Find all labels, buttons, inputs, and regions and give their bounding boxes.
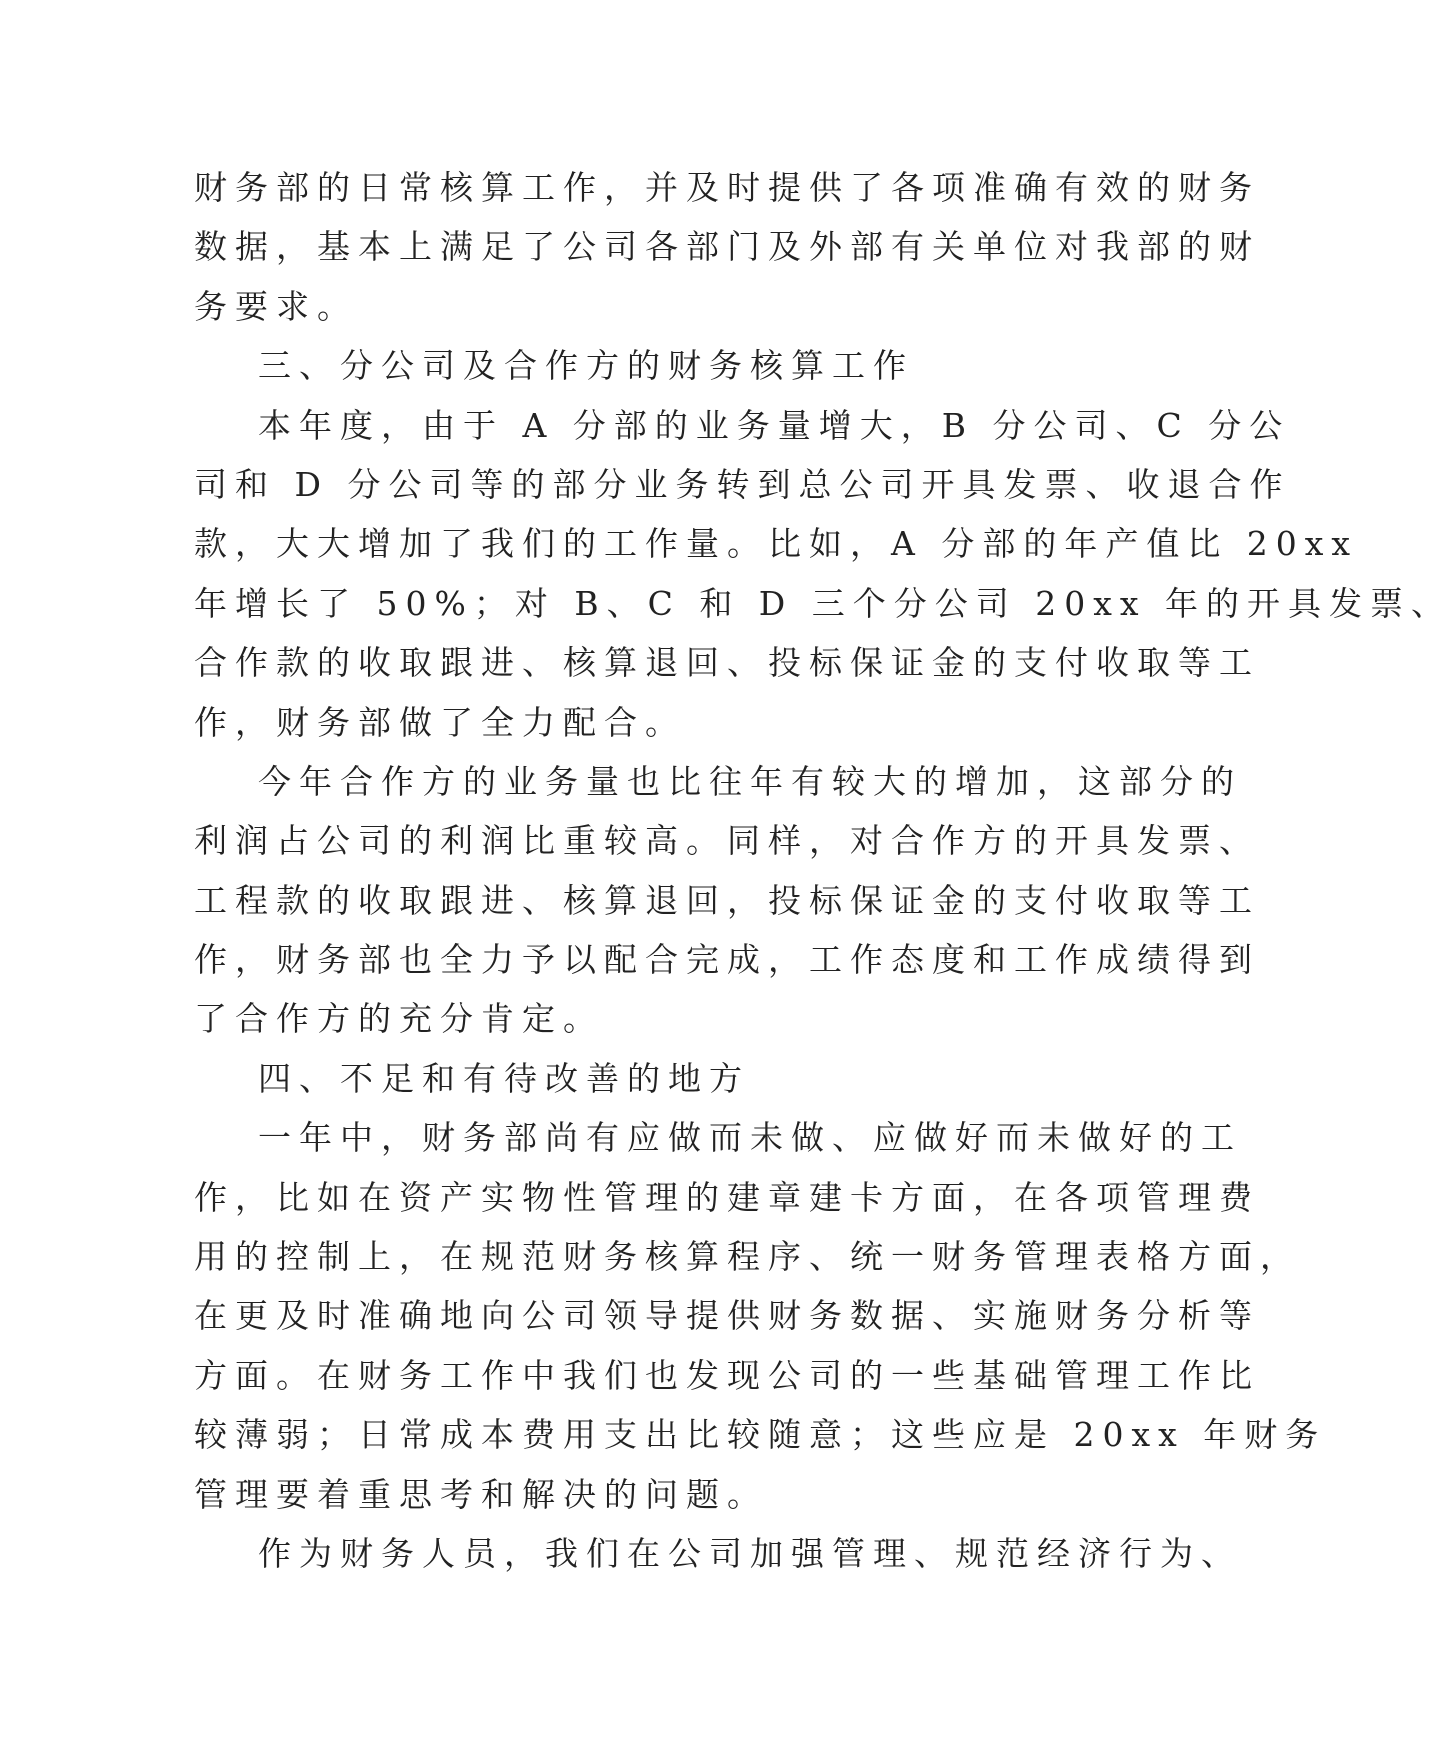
paragraph-start: 今年合作方的业务量也比往年有较大的增加，这部分的 xyxy=(258,761,1242,801)
text-line: 较薄弱；日常成本费用支出比较随意；这些应是 20xx 年财务 xyxy=(194,1415,1327,1455)
text-line: 方面。在财务工作中我们也发现公司的一些基础管理工作比 xyxy=(194,1355,1260,1395)
text-line: 作，财务部做了全力配合。 xyxy=(194,702,686,742)
section-heading: 四、不足和有待改善的地方 xyxy=(258,1058,750,1098)
paragraph-start: 本年度，由于 A 分部的业务量增大，B 分公司、C 分公 xyxy=(258,405,1291,445)
document-body xyxy=(194,158,1452,1583)
text-line: 司和 D 分公司等的部分业务转到总公司开具发票、收退合作 xyxy=(194,464,1291,504)
text-line: 合作款的收取跟进、核算退回、投标保证金的支付收取等工 xyxy=(194,643,1260,683)
text-line: 作，财务部也全力予以配合完成，工作态度和工作成绩得到 xyxy=(194,940,1260,980)
section-heading: 三、分公司及合作方的财务核算工作 xyxy=(258,346,914,386)
text-line: 利润占公司的利润比重较高。同样，对合作方的开具发票、 xyxy=(194,821,1260,861)
text-line: 在更及时准确地向公司领导提供财务数据、实施财务分析等 xyxy=(194,1296,1260,1336)
text-line: 作，比如在资产实物性管理的建章建卡方面，在各项管理费 xyxy=(194,1177,1260,1217)
text-line: 管理要着重思考和解决的问题。 xyxy=(194,1474,768,1514)
text-line: 了合作方的充分肯定。 xyxy=(194,999,604,1039)
text-line: 数据，基本上满足了公司各部门及外部有关单位对我部的财 xyxy=(194,227,1260,267)
text-line: 款，大大增加了我们的工作量。比如，A 分部的年产值比 20xx xyxy=(194,524,1359,564)
text-line: 财务部的日常核算工作，并及时提供了各项准确有效的财务 xyxy=(194,168,1260,207)
text-line: 年增长了 50%；对 B、C 和 D 三个分公司 20xx 年的开具发票、 xyxy=(194,583,1452,623)
text-line: 工程款的收取跟进、核算退回，投标保证金的支付收取等工 xyxy=(194,880,1260,920)
text-line: 务要求。 xyxy=(194,286,358,326)
paragraph-start: 作为财务人员，我们在公司加强管理、规范经济行为、 xyxy=(258,1533,1242,1573)
paragraph-start: 一年中，财务部尚有应做而未做、应做好而未做好的工 xyxy=(258,1118,1242,1158)
text-line: 用的控制上，在规范财务核算程序、统一财务管理表格方面， xyxy=(194,1237,1301,1277)
